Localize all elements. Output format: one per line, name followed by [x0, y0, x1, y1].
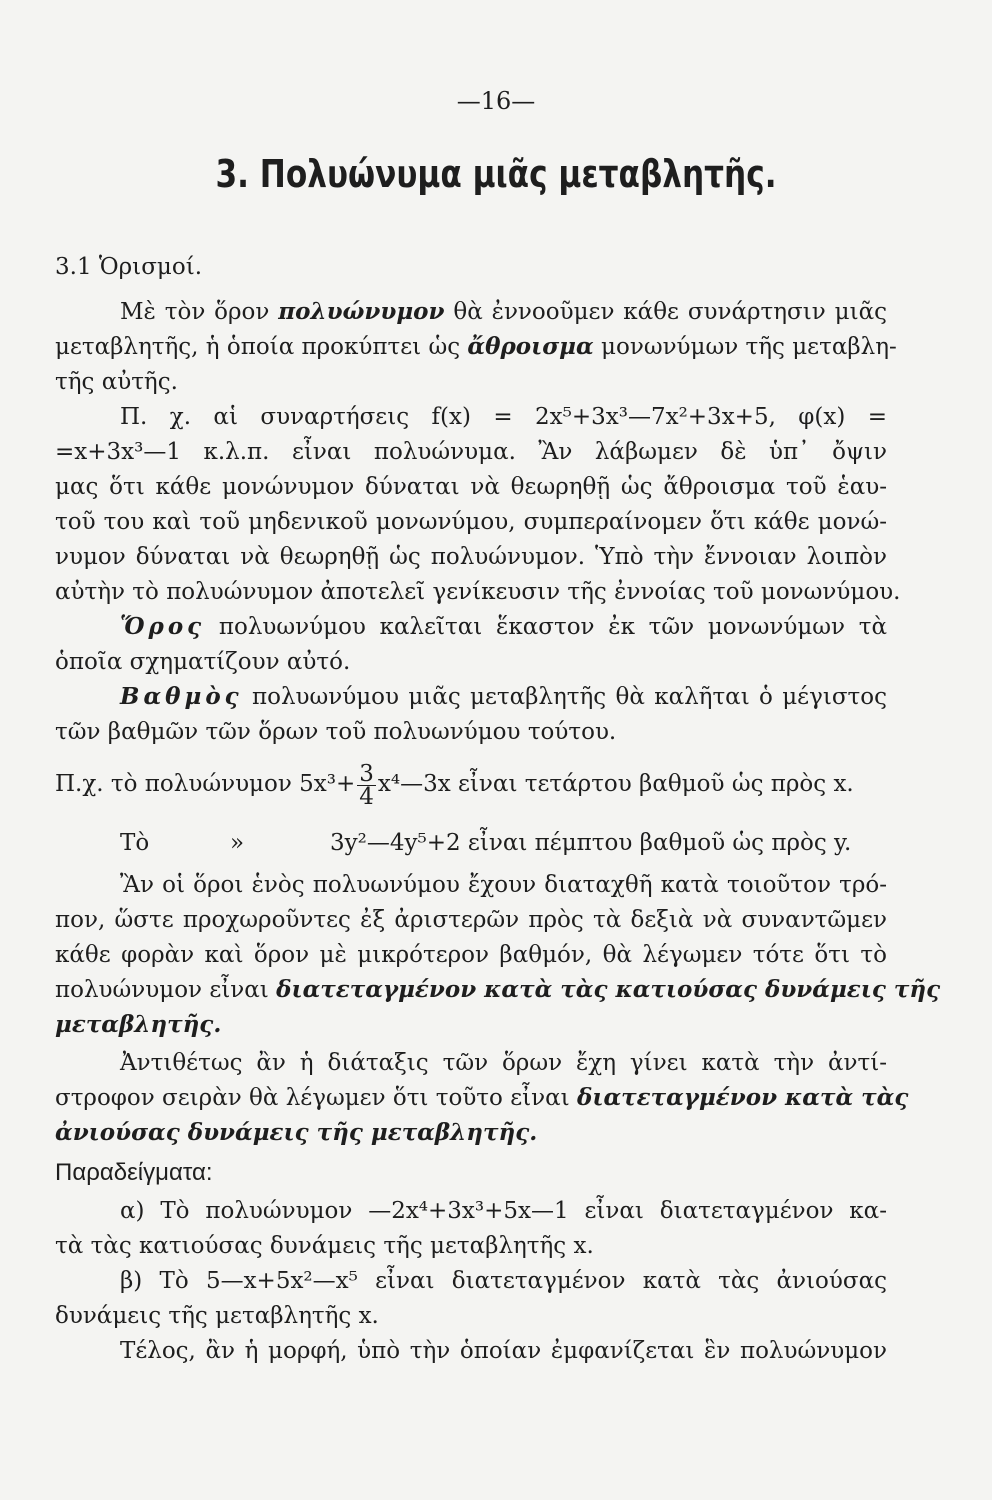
emphasis-term: ἄθροισμα — [467, 333, 594, 360]
ditto-mark: » — [230, 830, 245, 856]
fraction-numerator: 3 — [359, 760, 374, 787]
p1-line-1 — [120, 297, 887, 327]
example-a-line-2: τὰ τὰς κατιούσας δυνάμεις τῆς μεταβλητῆς x. — [55, 1233, 594, 1259]
example-b-line-1: β) Τὸ 5—x+5x²—x⁵ εἶναι διατεταγμένον κατὰ τὰς ἀνιούσας — [120, 1268, 887, 1294]
p2-line-1: Π. χ. αἱ συναρτήσεις f(x) = 2x⁵+3x³—7x²+3x+5, φ(x) = — [120, 404, 887, 430]
fraction-denominator: 4 — [359, 783, 374, 810]
example-a-line-1: α) Τὸ πολυώνυμον —2x⁴+3x³+5x—1 εἶναι διατεταγμένον κα- — [120, 1198, 887, 1224]
emphasis-term: διατεταγμένον κατὰ τὰς κατιούσας δυνάμεις τῆς — [276, 976, 941, 1003]
example-b-line-2: δυνάμεις τῆς μεταβλητῆς x. — [55, 1303, 379, 1329]
emphasis-term: Βαθμὸς — [120, 683, 243, 710]
p1-line-2 — [55, 332, 897, 362]
text: Μὲ τὸν ὅρον — [120, 299, 279, 325]
last-line: Τέλος, ἂν ἡ μορφή, ὑπὸ τὴν ὁποίαν ἐμφανίζεται ἓν πολυώνυμον — [120, 1338, 887, 1364]
p4-line-2: τῶν βαθμῶν τῶν ὅρων τοῦ πολυωνύμου τούτου. — [55, 719, 617, 745]
p2-line-3: μας ὅτι κάθε μονώνυμον δύναται νὰ θεωρηθῇ ὡς ἄθροισμα τοῦ ἑαυ- — [55, 474, 887, 500]
emphasis-term: πολυώνυμον — [278, 298, 445, 325]
text: στροφον σειρὰν θὰ λέγωμεν ὅτι τοῦτο εἶναι — [55, 1085, 577, 1111]
text: Τὸ — [120, 830, 150, 856]
text: Π.χ. τὸ πολυώνυμον 5x³+ — [55, 771, 356, 797]
examples-heading: Παραδείγματα: — [55, 1159, 213, 1186]
example-2 — [120, 828, 887, 858]
p2-line-4: τοῦ του καὶ τοῦ μηδενικοῦ μονωνύμου, συμπεραίνομεν ὅτι κάθε μονώ- — [55, 509, 887, 535]
p4-line-1 — [120, 682, 887, 712]
section-heading: 3.1 Ὁρισμοί. — [55, 254, 203, 280]
chapter-title: 3. Πολυώνυμα μιᾶς μεταβλητῆς. — [215, 152, 777, 196]
p2-line-6: αὐτὴν τὸ πολυώνυμον ἀποτελεῖ γενίκευσιν τῆς ἐννοίας τοῦ μονωνύμου. — [55, 579, 901, 605]
text: πολυώνυμον εἶναι — [55, 977, 277, 1003]
p1-line-3: τῆς αὐτῆς. — [55, 369, 178, 395]
text: μεταβλητῆς, ἡ ὁποία προκύπτει ὡς — [55, 334, 468, 360]
text: πολυωνύμου μιᾶς μεταβλητῆς θὰ καλῆται ὁ μέγιστος — [242, 684, 887, 710]
page-number: —16— — [456, 87, 536, 115]
text: πολυωνύμου καλεῖται ἕκαστον ἐκ τῶν μονωνύμων τὰ — [205, 614, 887, 640]
text: x⁴—3x εἶναι τετάρτου βαθμοῦ ὡς πρὸς x. — [377, 771, 854, 797]
p5-line-4 — [55, 975, 941, 1005]
p5-line-2: πον, ὥστε προχωροῦντες ἐξ ἀριστερῶν πρὸς τὰ δεξιὰ νὰ συναντῶμεν — [55, 907, 887, 933]
p5-line-1: Ἂν οἱ ὅροι ἑνὸς πολυωνύμου ἔχουν διαταχθῆ κατὰ τοιοῦτον τρό- — [120, 872, 887, 898]
p2-line-2: =x+3x³—1 κ.λ.π. εἶναι πολυώνυμα. Ἂν λάβωμεν δὲ ὑπ᾽ ὄψιν — [55, 439, 887, 465]
text: 3y²—4y⁵+2 εἶναι πέμπτου βαθμοῦ ὡς πρὸς y. — [330, 830, 852, 856]
emphasis-term: διατεταγμένον κατὰ τὰς — [576, 1084, 909, 1111]
p5-line-3: κάθε φορὰν καὶ ὅρον μὲ μικρότερον βαθμόν, θὰ λέγωμεν τότε ὅτι τὸ — [55, 942, 887, 968]
example-1 — [55, 760, 887, 808]
fraction — [357, 760, 376, 810]
p6-line-3: ἀνιούσας δυνάμεις τῆς μεταβλητῆς. — [55, 1119, 538, 1146]
p3-line-2: ὁποῖα σχηματίζουν αὐτό. — [55, 649, 351, 675]
emphasis-term: Ὅρος — [120, 613, 206, 640]
p6-line-2 — [55, 1083, 909, 1113]
p5-line-5: μεταβλητῆς. — [55, 1011, 222, 1038]
text: μονωνύμων τῆς μεταβλη- — [593, 334, 897, 360]
p2-line-5: νυμον δύναται νὰ θεωρηθῇ ὡς πολυώνυμον. Ὑπὸ τὴν ἔννοιαν λοιπὸν — [55, 544, 887, 570]
p6-line-1: Ἀντιθέτως ἂν ἡ διάταξις τῶν ὅρων ἔχη γίνει κατὰ τὴν ἀντί- — [120, 1050, 887, 1076]
text: θὰ ἐννοοῦμεν κάθε συνάρτησιν μιᾶς — [444, 299, 888, 325]
p3-line-1 — [120, 612, 887, 642]
